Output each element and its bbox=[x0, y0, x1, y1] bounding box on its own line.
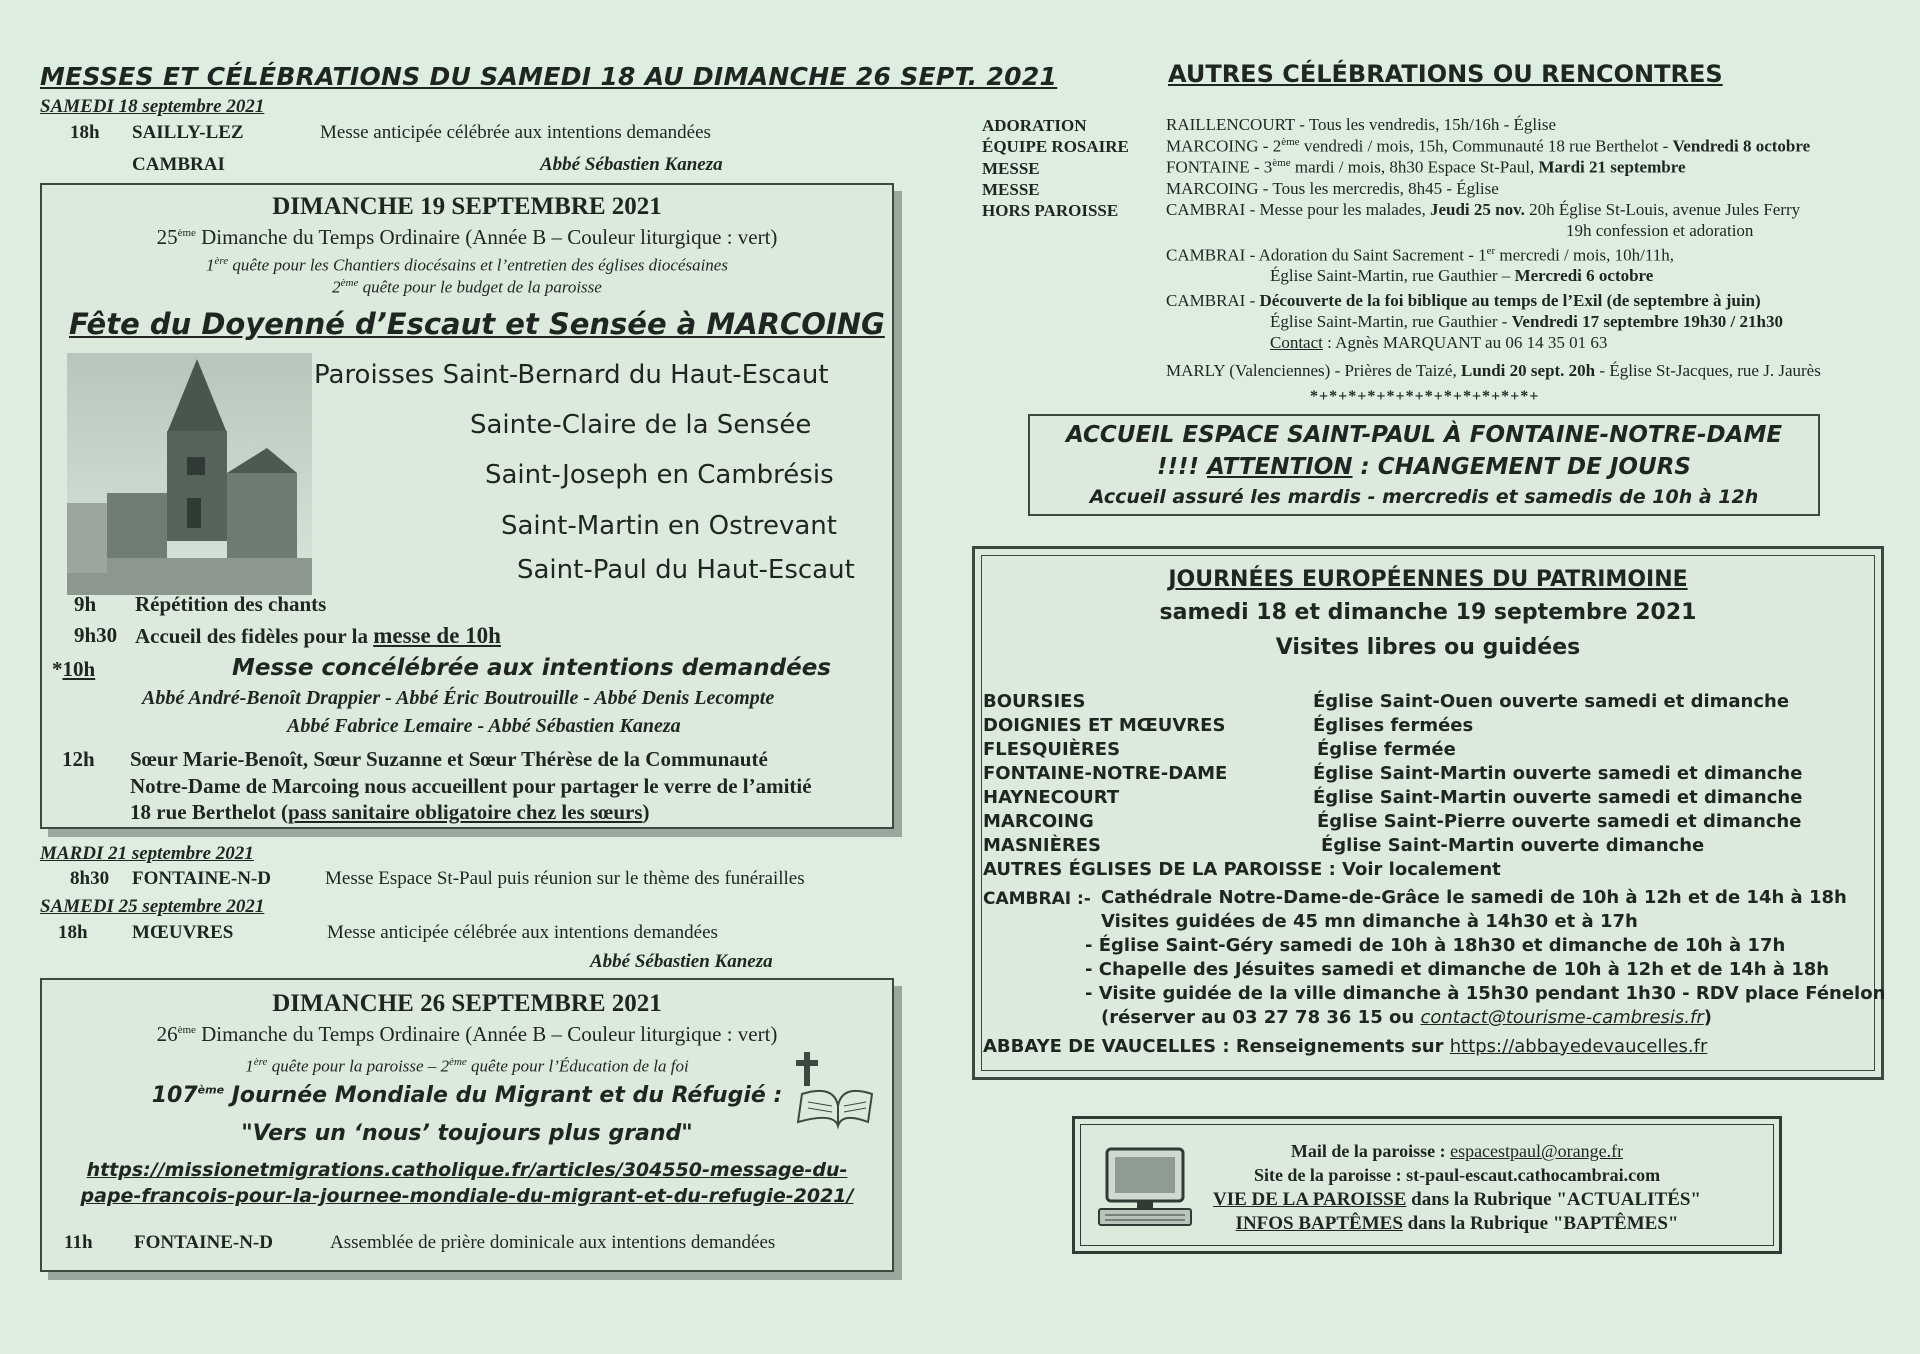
main-heading: MESSES ET CÉLÉBRATIONS DU SAMEDI 18 AU DIMANCHE 26 SEPT. 2021 bbox=[40, 62, 1058, 91]
s12-line3 bbox=[130, 800, 650, 825]
q1-num: 1 bbox=[245, 1056, 254, 1076]
row-place-4: HAYNECOURT bbox=[983, 787, 1120, 808]
hp2-date: Mercredi 6 octobre bbox=[1514, 266, 1654, 285]
attention-label: ATTENTION bbox=[1207, 454, 1353, 480]
s12-line3c: ) bbox=[642, 800, 650, 824]
journee-sup: ème bbox=[197, 1083, 225, 1097]
celebrants-line2: Abbé Fabrice Lemaire - Abbé Sébastien Kaneza bbox=[287, 715, 681, 737]
parish-2: Saint-Joseph en Cambrésis bbox=[485, 460, 834, 490]
hp3-line2a: Église Saint-Martin, rue Gauthier - bbox=[1270, 312, 1512, 331]
contact-label: Contact bbox=[1270, 333, 1323, 352]
hp4-date: Lundi 20 sept. 20h bbox=[1460, 361, 1596, 380]
parish-0: Paroisses Saint-Bernard du Haut-Escaut bbox=[314, 360, 829, 390]
infos-baptemes-line bbox=[1075, 1213, 1779, 1235]
sunday19-title: DIMANCHE 19 SEPTEMBRE 2021 bbox=[272, 193, 662, 220]
sunday19-quete1 bbox=[42, 255, 892, 276]
rosaire-date: Vendredi 8 octobre bbox=[1672, 136, 1811, 156]
sunday26-num: 26 bbox=[156, 1022, 178, 1046]
s12-line1: Sœur Marie-Benoît, Sœur Suzanne et Sœur Thérèse de la Communauté bbox=[130, 747, 768, 771]
sat25-desc: Messe anticipée célébrée aux intentions demandées bbox=[327, 922, 718, 943]
row-place-1: DOIGNIES ET MŒUVRES bbox=[983, 715, 1226, 736]
sat25-time: 18h bbox=[58, 922, 88, 943]
s12-line3a: 18 rue Berthelot ( bbox=[130, 800, 289, 824]
hp1-date: Jeudi 25 nov. bbox=[1429, 200, 1525, 219]
journees-box bbox=[972, 546, 1884, 1080]
abbaye-line bbox=[983, 1036, 1707, 1057]
row-info-0: Église Saint-Ouen ouverte samedi et dimanche bbox=[1313, 691, 1790, 712]
sat18-time: 18h bbox=[70, 122, 100, 143]
journee-num: 107 bbox=[151, 1083, 198, 1108]
pass-sanitaire: pass sanitaire obligatoire chez les sœurs bbox=[288, 800, 643, 824]
rosaire-b: vendredi / mois, 15h, Communauté 18 rue Berthelot - bbox=[1299, 136, 1673, 156]
sunday19-num: 25 bbox=[156, 225, 178, 249]
sun26-place: FONTAINE-N-D bbox=[134, 1232, 273, 1253]
autres-eglises: AUTRES ÉGLISES DE LA PAROISSE : Voir localement bbox=[983, 859, 1501, 880]
parish-3: Saint-Martin en Ostrevant bbox=[501, 511, 837, 541]
vie-paroisse-b: dans la Rubrique "ACTUALITÉS" bbox=[1406, 1189, 1701, 1210]
hp3-line2 bbox=[1270, 312, 1783, 332]
row-info-2: Église fermée bbox=[1317, 739, 1456, 760]
s12-time: 12h bbox=[62, 747, 95, 771]
label-hors-paroisse: HORS PAROISSE bbox=[982, 201, 1119, 220]
messe1-sup: ème bbox=[1272, 157, 1291, 169]
cambrai-line-3: - Chapelle des Jésuites samedi et dimanche de 10h à 12h et de 14h à 18h bbox=[1085, 959, 1830, 980]
sunday26-box bbox=[40, 978, 894, 1272]
rosaire-sup: ème bbox=[1281, 136, 1300, 148]
row-info-4: Église Saint-Martin ouverte samedi et dimanche bbox=[1313, 787, 1803, 808]
hp2-sup: er bbox=[1486, 245, 1496, 257]
abbaye-link[interactable]: https://abbayedevaucelles.fr bbox=[1449, 1036, 1708, 1057]
hp3-a: CAMBRAI - bbox=[1166, 291, 1260, 310]
q1-sup: ère bbox=[253, 1056, 268, 1068]
migrant-url-line2[interactable]: pape-francois-pour-la-journee-mondiale-du-migrant-et-du-refugie-2021/ bbox=[80, 1185, 854, 1207]
s10-prefix: * bbox=[52, 657, 63, 681]
hp1-a: CAMBRAI - Messe pour les malades, bbox=[1166, 200, 1430, 219]
parish-4: Saint-Paul du Haut-Escaut bbox=[517, 555, 855, 585]
cambrai-line-2: - Église Saint-Géry samedi de 10h à 18h30 et dimanche de 10h à 17h bbox=[1085, 935, 1786, 956]
messe1-date: Mardi 21 septembre bbox=[1538, 157, 1686, 177]
sunday26-text: Dimanche du Temps Ordinaire (Année B – Couleur liturgique : vert) bbox=[201, 1022, 778, 1046]
mail-label: Mail de la paroisse : bbox=[1290, 1141, 1451, 1161]
migrant-quote: "Vers un ‘nous’ toujours plus grand" bbox=[241, 1121, 693, 1146]
infos-baptemes-b: dans la Rubrique "BAPTÊMES" bbox=[1402, 1213, 1679, 1234]
cambrai-line-4: - Visite guidée de la ville dimanche à 15h30 pendant 1h30 - RDV place Fénelon bbox=[1085, 983, 1886, 1004]
church-photo bbox=[67, 353, 312, 595]
hp2-b: mercredi / mois, 10h/11h, bbox=[1495, 245, 1674, 265]
accueil-box bbox=[1028, 414, 1820, 516]
row-place-2: FLESQUIÈRES bbox=[983, 739, 1121, 760]
accueil-line2 bbox=[1030, 454, 1818, 480]
messe1-b: mardi / mois, 8h30 Espace St-Paul, bbox=[1290, 157, 1539, 177]
hp1-c: 20h Église St-Louis, avenue Jules Ferry bbox=[1524, 200, 1801, 219]
accueil-line2c: : CHANGEMENT DE JOURS bbox=[1352, 454, 1691, 480]
row-place-3: FONTAINE-NOTRE-DAME bbox=[983, 763, 1228, 784]
parish-1: Sainte-Claire de la Sensée bbox=[470, 410, 812, 440]
s930-link: messe de 10h bbox=[373, 623, 501, 648]
label-rosaire: ÉQUIPE ROSAIRE bbox=[982, 137, 1129, 156]
migrant-url-line1[interactable]: https://missionetmigrations.catholique.fr/articles/304550-message-du- bbox=[86, 1159, 848, 1181]
sat18-date: SAMEDI 18 septembre 2021 bbox=[40, 96, 265, 117]
row-info-1: Églises fermées bbox=[1313, 715, 1474, 736]
quete2-num: 2 bbox=[332, 277, 341, 297]
sunday26-subtitle bbox=[42, 1022, 892, 1047]
sat25-place: MŒUVRES bbox=[132, 922, 234, 943]
s9-time: 9h bbox=[74, 592, 97, 616]
sunday19-quete2 bbox=[42, 277, 892, 298]
s9-text: Répétition des chants bbox=[135, 592, 327, 616]
journees-dates: samedi 18 et dimanche 19 septembre 2021 bbox=[1159, 600, 1697, 625]
quete2-sup: ème bbox=[340, 277, 359, 289]
hp1-line2: 19h confession et adoration bbox=[1566, 221, 1754, 240]
cambrai-line-1: Visites guidées de 45 mn dimanche à 14h30 et à 17h bbox=[1101, 911, 1638, 932]
contact-box bbox=[1072, 1116, 1782, 1254]
accueil-line1: ACCUEIL ESPACE SAINT-PAUL À FONTAINE-NOTRE-DAME bbox=[1065, 422, 1783, 448]
row-place-5: MARCOING bbox=[983, 811, 1094, 832]
hp3-date: Vendredi 17 septembre 19h30 / 21h30 bbox=[1511, 312, 1783, 331]
sat25-celebrant: Abbé Sébastien Kaneza bbox=[590, 951, 773, 972]
vie-paroisse-line bbox=[1075, 1189, 1779, 1211]
celebrants-line1: Abbé André-Benoît Drappier - Abbé Éric Boutrouille - Abbé Denis Lecompte bbox=[142, 687, 775, 709]
sat18-celebrant: Abbé Sébastien Kaneza bbox=[540, 154, 723, 175]
messe1-info bbox=[1166, 157, 1686, 178]
fete-doyenne: Fête du Doyenné d’Escaut et Sensée à MARCOING bbox=[69, 307, 885, 341]
reserve-c: ) bbox=[1703, 1007, 1712, 1028]
sat18-desc: Messe anticipée célébrée aux intentions demandées bbox=[320, 122, 711, 143]
row-info-3: Église Saint-Martin ouverte samedi et dimanche bbox=[1313, 763, 1803, 784]
contact-value: : Agnès MARQUANT au 06 14 35 01 63 bbox=[1322, 333, 1608, 352]
q1-text: quête pour la paroisse – bbox=[271, 1056, 441, 1076]
s12-line2: Notre-Dame de Marcoing nous accueillent pour partager le verre de l’amitié bbox=[130, 774, 812, 798]
sun26-time: 11h bbox=[64, 1232, 93, 1253]
hp4-c: - Église St-Jacques, rue J. Jaurès bbox=[1595, 361, 1821, 380]
tue21-time: 8h30 bbox=[70, 868, 110, 889]
journees-visites: Visites libres ou guidées bbox=[1275, 635, 1581, 660]
mail-line bbox=[1075, 1141, 1779, 1162]
q2-num: 2 bbox=[440, 1056, 450, 1076]
cambrai-label: CAMBRAI :- bbox=[983, 889, 1091, 909]
hp2-a: CAMBRAI - Adoration du Saint Sacrement - 1 bbox=[1166, 245, 1487, 265]
tue21-date: MARDI 21 septembre 2021 bbox=[40, 843, 254, 864]
cross-book-icon bbox=[794, 1048, 874, 1130]
messe2-info: MARCOING - Tous les mercredis, 8h45 - Église bbox=[1166, 179, 1499, 198]
sun26-desc: Assemblée de prière dominicale aux intentions demandées bbox=[330, 1232, 776, 1253]
q2-text: quête pour l’Éducation de la foi bbox=[471, 1056, 689, 1076]
quete1-sup: ère bbox=[214, 255, 229, 267]
infos-baptemes-link[interactable]: INFOS BAPTÊMES bbox=[1235, 1213, 1403, 1234]
accueil-line2a: !!!! bbox=[1157, 454, 1208, 480]
sunday26-quetes bbox=[42, 1056, 892, 1077]
reserve-a: (réserver au 03 27 78 36 15 ou bbox=[1101, 1007, 1421, 1028]
journee-text: Journée Mondiale du Migrant et du Réfugié : bbox=[231, 1083, 783, 1108]
hp2-line2 bbox=[1270, 266, 1653, 286]
s930-text: Accueil des fidèles pour la bbox=[135, 624, 368, 648]
sunday26-sup: ème bbox=[177, 1024, 196, 1036]
row-place-6: MASNIÈRES bbox=[983, 835, 1101, 856]
s10-time bbox=[52, 657, 95, 682]
sunday19-subtitle bbox=[42, 225, 892, 250]
s10-text: Messe concélébrée aux intentions demandées bbox=[232, 655, 831, 681]
vie-paroisse-link[interactable]: VIE DE LA PAROISSE bbox=[1213, 1189, 1407, 1210]
s930-time: 9h30 bbox=[74, 623, 118, 647]
right-heading: AUTRES CÉLÉBRATIONS OU RENCONTRES bbox=[1168, 60, 1723, 88]
messe1-a: FONTAINE - 3 bbox=[1166, 157, 1273, 177]
row-place-0: BOURSIES bbox=[983, 691, 1086, 712]
hp3-b: Découverte de la foi biblique au temps de l’Exil (de septembre à juin) bbox=[1259, 291, 1761, 310]
sunday19-sup: ème bbox=[177, 227, 196, 239]
sat25-date: SAMEDI 25 septembre 2021 bbox=[40, 896, 265, 917]
hp2-info bbox=[1166, 245, 1674, 266]
accueil-line3: Accueil assuré les mardis - mercredis et samedis de 10h à 12h bbox=[1089, 486, 1759, 508]
row-info-6: Église Saint-Martin ouverte dimanche bbox=[1321, 835, 1705, 856]
site-line: Site de la paroisse : st-paul-escaut.cathocambrai.com bbox=[1253, 1165, 1661, 1185]
journees-title: JOURNÉES EUROPÉENNES DU PATRIMOINE bbox=[1168, 567, 1688, 592]
sunday19-text: Dimanche du Temps Ordinaire (Année B – Couleur liturgique : vert) bbox=[201, 225, 778, 249]
sat18-place2: CAMBRAI bbox=[132, 154, 225, 175]
mail-link[interactable]: espacestpaul@orange.fr bbox=[1450, 1141, 1624, 1161]
label-messe-1: MESSE bbox=[982, 159, 1040, 178]
cambrai-line-0: Cathédrale Notre-Dame-de-Grâce le samedi de 10h à 12h et de 14h à 18h bbox=[1101, 887, 1847, 908]
sunday26-title: DIMANCHE 26 SEPTEMBRE 2021 bbox=[272, 990, 662, 1017]
tourisme-email-link[interactable]: contact@tourisme-cambresis.fr bbox=[1420, 1007, 1704, 1028]
quete2-text: quête pour le budget de la paroisse bbox=[362, 277, 602, 297]
star-divider: *+*+*+*+*+*+*+*+*+*+*+*+ bbox=[1310, 388, 1540, 405]
label-adoration: ADORATION bbox=[982, 116, 1087, 135]
sunday19-box bbox=[40, 183, 894, 829]
tue21-desc: Messe Espace St-Paul puis réunion sur le thème des funérailles bbox=[325, 868, 805, 889]
quete1-num: 1 bbox=[206, 255, 215, 275]
q2-sup: ème bbox=[449, 1056, 467, 1068]
journee-migrant bbox=[42, 1083, 892, 1108]
adoration-info: RAILLENCOURT - Tous les vendredis, 15h/16h - Église bbox=[1166, 115, 1557, 134]
label-messe-2: MESSE bbox=[982, 180, 1040, 199]
hp3-info bbox=[1166, 291, 1761, 311]
hp1-info bbox=[1166, 200, 1800, 220]
quete1-text: quête pour les Chantiers diocésains et l’entretien des églises diocésaines bbox=[232, 255, 728, 275]
rosaire-info bbox=[1166, 136, 1810, 157]
sat18-place: SAILLY-LEZ bbox=[132, 122, 244, 143]
tue21-place: FONTAINE-N-D bbox=[132, 868, 271, 889]
hp2-line2a: Église Saint-Martin, rue Gauthier – bbox=[1270, 266, 1515, 285]
hp4-a: MARLY (Valenciennes) - Prières de Taizé, bbox=[1166, 361, 1461, 380]
row-info-5: Église Saint-Pierre ouverte samedi et dimanche bbox=[1317, 811, 1802, 832]
reserve-line bbox=[1101, 1007, 1712, 1028]
s930-line bbox=[135, 623, 501, 649]
hp4-info bbox=[1166, 361, 1821, 381]
hp3-contact bbox=[1270, 333, 1607, 353]
s10-time-label: 10h bbox=[62, 657, 96, 681]
abbaye-a: ABBAYE DE VAUCELLES : Renseignements sur bbox=[983, 1036, 1450, 1057]
rosaire-a: MARCOING - 2 bbox=[1166, 136, 1282, 156]
